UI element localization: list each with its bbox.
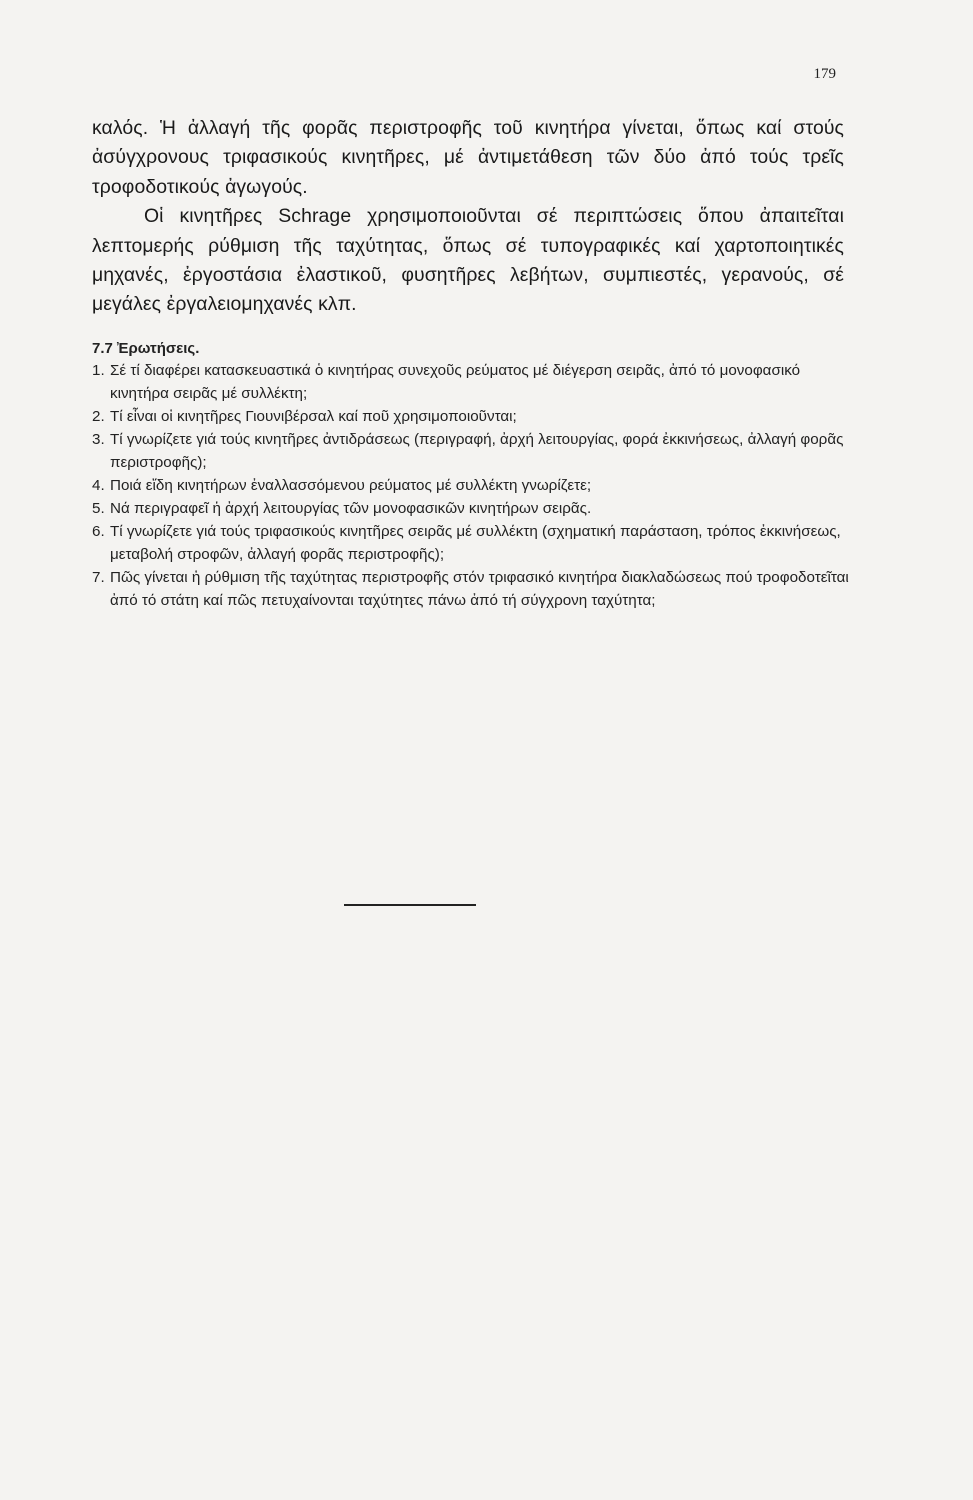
question-number: 3.: [92, 430, 105, 448]
question-text: Ποιά εἴδη κινητήρων ἐναλλασσόμενου ρεύματος μέ συλλέκτη γνωρίζετε;: [110, 476, 592, 494]
question-text: Τί γνωρίζετε γιά τούς κινητῆρες ἀντιδράσεως (περιγραφή, ἀρχή λειτουργίας, φορά ἐκκινήσεως, ἀλλαγή φορᾶς περιστροφῆς);: [110, 430, 844, 471]
question-text: Τί εἶναι οἱ κινητῆρες Γιουνιβέρσαλ καί ποῦ χρησιμοποιοῦνται;: [110, 407, 517, 425]
page-number: 179: [813, 66, 836, 82]
question-text: Τί γνωρίζετε γιά τούς τριφασικούς κινητῆρες σειρᾶς μέ συλλέκτη (σχηματική παράσταση, τρόπος ἐκκινήσεως, μεταβολή στροφῶν, ἀλλαγή φορᾶς περιστροφῆς);: [110, 523, 841, 563]
question-item: [92, 429, 854, 474]
question-item: [92, 567, 854, 612]
paragraph-continued: καλός. Ἡ ἀλλαγή τῆς φορᾶς περιστροφῆς τοῦ κινητήρα γίνεται, ὅπως καί στούς ἀσύγχρονους τριφασικούς κινητῆρες, μέ ἀντιμετάθεση τῶν δύο ἀπό τούς τρεῖς τροφοδοτικούς ἀγωγούς.: [92, 117, 844, 198]
question-item: [92, 521, 854, 566]
question-text: Πῶς γίνεται ἡ ρύθμιση τῆς ταχύτητας περιστροφῆς στόν τριφασικό κινητήρα διακλαδώσεως πού τροφοδοτεῖται ἀπό τό στάτη καί πῶς πετυχαίνονται ταχύτητες πάνω ἀπό τή σύγχρονη ταχύτητα;: [110, 568, 849, 609]
question-number: 6.: [92, 523, 105, 541]
question-number: 1.: [92, 362, 105, 379]
question-number: 4.: [92, 476, 105, 494]
question-item: [92, 498, 854, 521]
section-end-rule: [344, 904, 476, 906]
question-number: 7.: [92, 568, 105, 586]
question-item: [92, 475, 854, 498]
section-heading: 7.7 Ἐρωτήσεις.: [92, 340, 200, 357]
body-text: [92, 114, 844, 320]
question-number: 2.: [92, 407, 105, 425]
question-number: 5.: [92, 499, 105, 517]
questions-list: [92, 360, 854, 613]
paragraph-schrage: Οἱ κινητῆρες Schrage χρησιμοποιοῦνται σέ περιπτώσεις ὅπου ἀπαιτεῖται λεπτομερής ρύθμιση τῆς ταχύτητας, ὅπως σέ τυπογραφικές καί χαρτοποιητικές μηχανές, ἐργοστάσια ἐλαστικοῦ, φυσητῆρες λεβήτων, συμπιεστές, γερανούς, σέ μεγάλες ἐργαλειομηχανές κλπ.: [92, 205, 844, 316]
question-item: [92, 360, 854, 405]
question-text: Σέ τί διαφέρει κατασκευαστικά ὁ κινητήρας συνεχοῦς ρεύματος μέ διέγερση σειρᾶς, ἀπό τό μονοφασικό κινητήρα σειρᾶς μέ συλλέκτη;: [110, 362, 801, 402]
question-item: [92, 406, 854, 429]
question-text: Νά περιγραφεῖ ἡ ἀρχή λειτουργίας τῶν μονοφασικῶν κινητήρων σειρᾶς.: [110, 499, 592, 517]
